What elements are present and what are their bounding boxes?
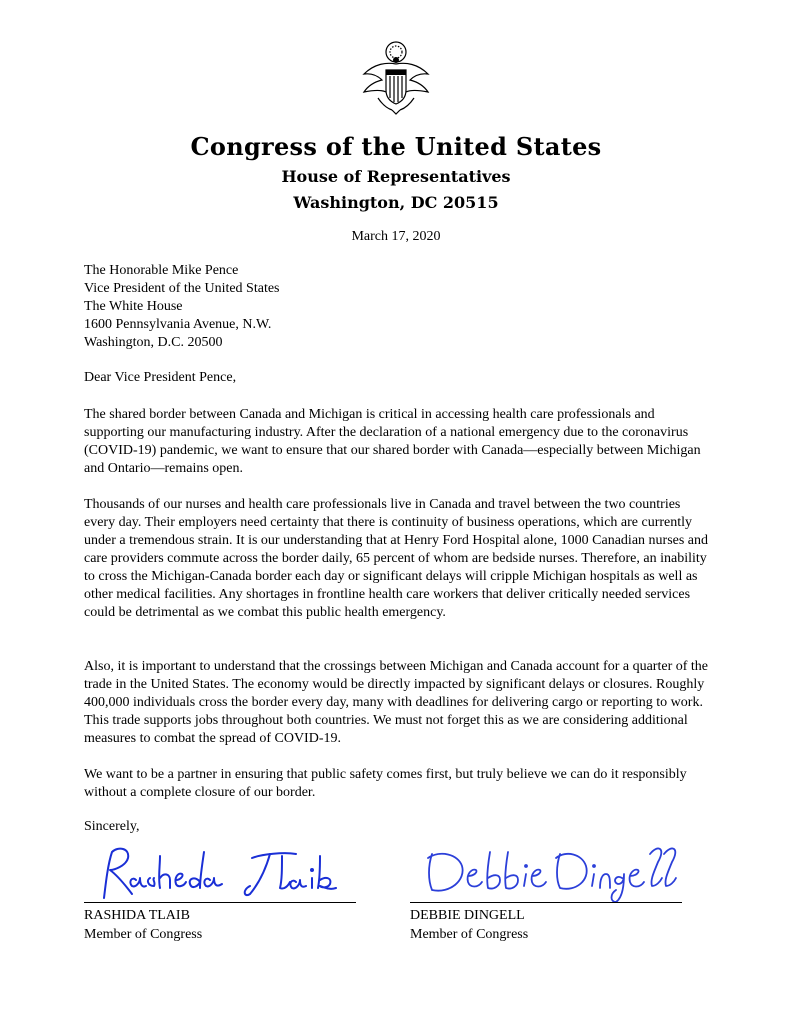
- signature-dingell: [410, 840, 682, 906]
- recipient-line: Washington, D.C. 20500: [84, 335, 223, 350]
- recipient-address: [84, 262, 280, 352]
- signature-line: [410, 902, 682, 903]
- letterhead-address: Washington, DC 20515: [293, 193, 499, 212]
- body-paragraph: Also, it is important to understand that the crossings between Michigan and Canada account for a quarter of the trade in the United States. The economy would be directly impacted by significant delays or closures. Roughly 400,000 individuals cross the border every day, many with deadlines for delivering cargo or reporting to work. This trade supports jobs throughout both countries. We must not forget this as we are considering additional measures to combat the spread of COVID-19.: [84, 659, 708, 746]
- letterhead-title: Congress of the United States: [190, 132, 602, 161]
- recipient-line: Vice President of the United States: [84, 281, 280, 296]
- salutation: Dear Vice President Pence,: [84, 370, 237, 385]
- signatory-title: Member of Congress: [410, 927, 529, 942]
- letterhead-chamber: House of Representatives: [281, 167, 511, 186]
- recipient-line: The White House: [84, 299, 183, 314]
- recipient-line: The Honorable Mike Pence: [84, 263, 239, 278]
- signature-tlaib: [84, 836, 356, 906]
- signatory-tlaib: [84, 906, 202, 944]
- signatory-name: RASHIDA TLAIB: [84, 908, 190, 923]
- body-paragraph: Thousands of our nurses and health care professionals live in Canada and travel between the two countries every day. Their employers need certainty that there is continuity of business operations, which are currently under a tremendous strain. It is our understanding that at Henry Ford Hospital alone, 1000 Canadian nurses and care providers commute across the border daily, 65 percent of whom are bedside nurses. Therefore, an inability to cross the Michigan-Canada border each day or significant delays will cripple Michigan hospitals as well as other medical facilities. Any shortages in frontline health care workers that deliver critically needed services could be detrimental as we combat this public health emergency.: [84, 497, 709, 620]
- signatory-dingell: [410, 906, 528, 944]
- signatory-title: Member of Congress: [84, 927, 203, 942]
- signatory-name: DEBBIE DINGELL: [410, 908, 525, 923]
- closing: Sincerely,: [84, 819, 140, 834]
- letter-date: March 17, 2020: [351, 229, 441, 244]
- body-paragraph: We want to be a partner in ensuring that public safety comes first, but truly believe we can do it responsibly without a complete closure of our border.: [84, 767, 687, 800]
- body-paragraph: The shared border between Canada and Michigan is critical in accessing health care professionals and supporting our manufacturing industry. After the declaration of a national emergency due to the coronavirus (COVID-19) pandemic, we want to ensure that our shared border with Canada—especially between Michigan and Ontario—remains open.: [84, 407, 701, 476]
- recipient-line: 1600 Pennsylvania Avenue, N.W.: [84, 317, 272, 332]
- signature-line: [84, 902, 356, 903]
- great-seal-eagle-icon: [356, 40, 436, 116]
